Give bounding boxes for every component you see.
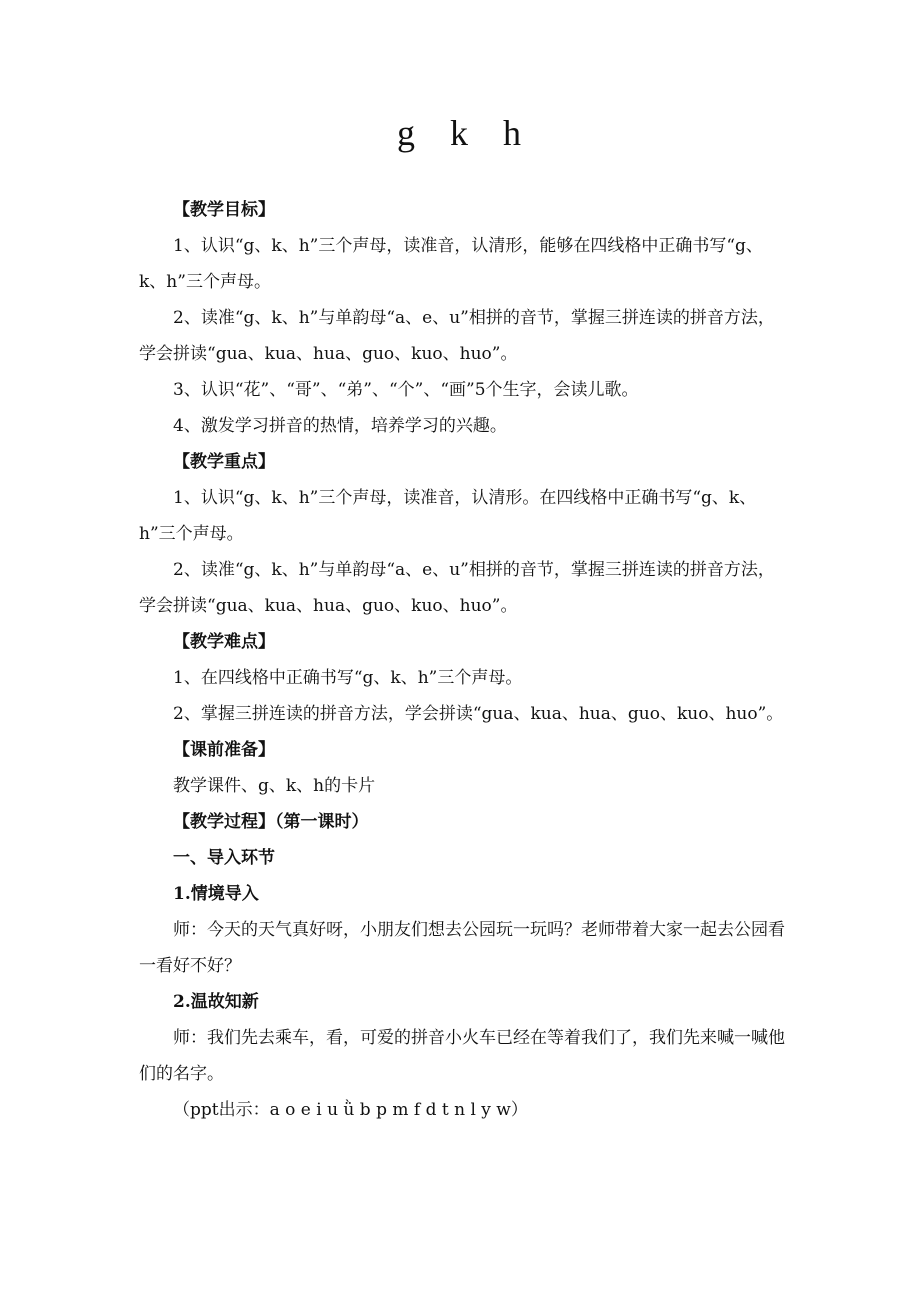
document-title: g k h	[397, 113, 523, 153]
body-paragraph: 1、在四线格中正确书写“g、k、h”三个声母。	[173, 668, 523, 688]
subsection-heading: 1.情境导入	[173, 884, 259, 904]
subsection-heading: 2.温故知新	[173, 992, 259, 1012]
section-heading: 【教学重点】	[173, 452, 275, 472]
body-paragraph: 3、认识“花”、“哥”、“弟”、“个”、“画”5个生字，会读儿歌。	[173, 380, 639, 400]
section-heading: 【教学难点】	[173, 632, 275, 652]
body-paragraph: 1、认识“g、k、h”三个声母，读准音，认清形。在四线格中正确书写“g、k、h”三个声母。	[139, 488, 757, 544]
body-paragraph: 师：今天的天气真好呀，小朋友们想去公园玩一玩吗？老师带着大家一起去公园看一看好不好？	[139, 920, 785, 976]
section-heading: 【教学目标】	[173, 200, 275, 220]
document-body	[139, 192, 789, 1128]
section-heading: 【教学过程】（第一课时）	[173, 812, 369, 832]
body-paragraph: 师：我们先去乘车，看，可爱的拼音小火车已经在等着我们了，我们先来喊一喊他们的名字。	[139, 1028, 785, 1084]
body-paragraph: （ppt出示：a o e i u ǜ b p m f d t n l y w）	[173, 1100, 528, 1120]
section-heading: 【课前准备】	[173, 740, 275, 760]
body-paragraph: 4、激发学习拼音的热情，培养学习的兴趣。	[173, 416, 507, 436]
section-heading: 一、导入环节	[173, 848, 275, 868]
body-paragraph: 2、读准“g、k、h”与单韵母“a、e、u”相拼的音节，掌握三拼连读的拼音方法，学会拼读“gua、kua、hua、guo、kuo、huo”。	[139, 560, 775, 616]
body-paragraph: 2、读准“g、k、h”与单韵母“a、e、u”相拼的音节，掌握三拼连读的拼音方法，学会拼读“gua、kua、hua、guo、kuo、huo”。	[139, 308, 775, 364]
body-paragraph: 教学课件、g、k、h的卡片	[173, 776, 376, 796]
body-paragraph: 1、认识“g、k、h”三个声母，读准音，认清形，能够在四线格中正确书写“g、k、h”三个声母。	[139, 236, 763, 292]
body-paragraph: 2、掌握三拼连读的拼音方法，学会拼读“gua、kua、hua、guo、kuo、huo”。	[173, 704, 784, 724]
